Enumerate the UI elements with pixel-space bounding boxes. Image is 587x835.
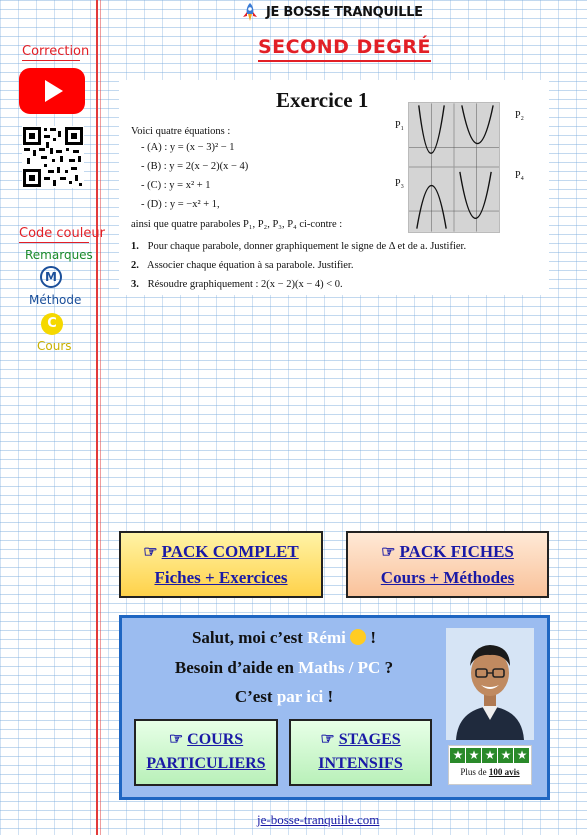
legend-cours: Cours	[37, 339, 72, 353]
page-title	[258, 36, 431, 58]
tutor-promo-box	[119, 615, 550, 800]
question-1-text: Pour chaque parabole, donner graphiquement le signe de Δ et de a. Justifier.	[147, 241, 467, 252]
cours-particuliers-button[interactable]	[134, 719, 278, 786]
stages-intensifs-line1: STAGES	[338, 731, 401, 748]
pack-fiches-line2: Cours + Méthodes	[380, 568, 515, 587]
rating-badge[interactable]	[448, 745, 532, 785]
question-3	[131, 279, 343, 290]
methode-icon: M	[40, 266, 62, 288]
cours-icon: C	[41, 313, 63, 335]
pointing-hand-icon: ☞	[168, 731, 184, 748]
brand-name: JE BOSSE TRANQUILLE	[266, 4, 423, 20]
graph-label-p3: P₃	[395, 178, 405, 189]
promo-greeting-end: !	[366, 628, 377, 647]
stages-intensifs-line2: INTENSIFS	[318, 755, 403, 772]
equation-c: - (C) : y = x² + 1	[141, 180, 211, 191]
graph-label-p1: P₁	[395, 120, 405, 131]
cours-particuliers-line1: COURS	[187, 731, 244, 748]
parabola-graphs-image	[408, 102, 500, 233]
stages-intensifs-button[interactable]	[289, 719, 432, 786]
promo-help-end: ?	[380, 658, 394, 677]
question-2-number: 2.	[131, 260, 139, 271]
pointing-hand-icon: ☞	[381, 544, 396, 561]
correction-label: Correction	[22, 44, 90, 59]
rating-prefix: Plus de	[460, 767, 489, 777]
exercise-intro: Voici quatre équations :	[131, 126, 231, 137]
margin-line	[96, 0, 98, 835]
question-3-text: Résoudre graphiquement : 2(x − 2)(x − 4) < 0.	[147, 279, 343, 290]
promo-help-text: Besoin d’aide en	[174, 658, 299, 677]
margin-line-secondary	[100, 0, 101, 835]
graph-label-p4: P₄	[515, 170, 525, 181]
promo-cta-text: C’est	[234, 687, 277, 706]
equation-d: - (D) : y = −x² + 1,	[141, 199, 220, 210]
promo-greeting-text: Salut, moi c’est	[191, 628, 308, 647]
exercise-card	[119, 80, 549, 295]
pack-complet-line2: Fiches + Exercices	[154, 568, 288, 587]
rating-text	[449, 767, 531, 777]
promo-cta-link[interactable]: par ici	[276, 687, 324, 706]
code-couleur-label: Code couleur	[19, 226, 105, 241]
question-1-number: 1.	[131, 241, 139, 252]
youtube-play-button[interactable]	[19, 68, 85, 114]
graph-label-p2: P₂	[515, 110, 525, 121]
pointing-hand-icon: ☞	[143, 544, 158, 561]
tutor-photo	[446, 628, 534, 740]
page-title-text: SECOND DEGRÉ	[258, 36, 432, 58]
question-1	[131, 241, 466, 252]
exercise-parabolas-text: ainsi que quatre paraboles P₁, P₂, P₃, P₄ ci-contre :	[131, 219, 343, 230]
pack-complet-line1: PACK COMPLET	[161, 542, 299, 561]
stars-icon: ★ ★ ★ ★ ★	[449, 748, 531, 764]
question-2	[131, 260, 353, 271]
promo-help	[134, 658, 434, 678]
site-link[interactable]: je-bosse-tranquille.com	[257, 812, 380, 827]
equation-a: - (A) : y = (x − 3)² − 1	[141, 142, 235, 153]
legend-methode: Méthode	[29, 293, 82, 307]
equation-b: - (B) : y = 2(x − 2)(x − 4)	[141, 161, 249, 172]
promo-subjects: Maths / PC	[298, 658, 381, 677]
brand-logo[interactable]	[240, 2, 423, 22]
pack-fiches-button[interactable]	[346, 531, 549, 598]
question-3-number: 3.	[131, 279, 139, 290]
cours-particuliers-line2: PARTICULIERS	[146, 755, 266, 772]
title-underline	[258, 60, 431, 62]
qr-code[interactable]	[22, 126, 84, 188]
code-couleur-underline	[19, 242, 89, 243]
correction-underline	[22, 60, 80, 61]
exercise-title: Exercice 1	[276, 88, 369, 112]
play-icon	[45, 80, 63, 102]
pack-complet-button[interactable]	[119, 531, 323, 598]
pointing-hand-icon: ☞	[320, 731, 335, 748]
rocket-icon	[240, 2, 260, 22]
tutor-name: Rémi	[307, 628, 346, 647]
legend-remarques: Remarques	[25, 248, 93, 262]
pack-fiches-line1: PACK FICHES	[399, 542, 514, 561]
question-2-text: Associer chaque équation à sa parabole. Justifier.	[147, 260, 354, 271]
rating-count[interactable]: 100 avis	[488, 767, 520, 777]
promo-cta	[134, 687, 434, 707]
smiley-icon	[350, 629, 366, 645]
promo-cta-end: !	[323, 687, 334, 706]
promo-greeting	[134, 628, 434, 648]
